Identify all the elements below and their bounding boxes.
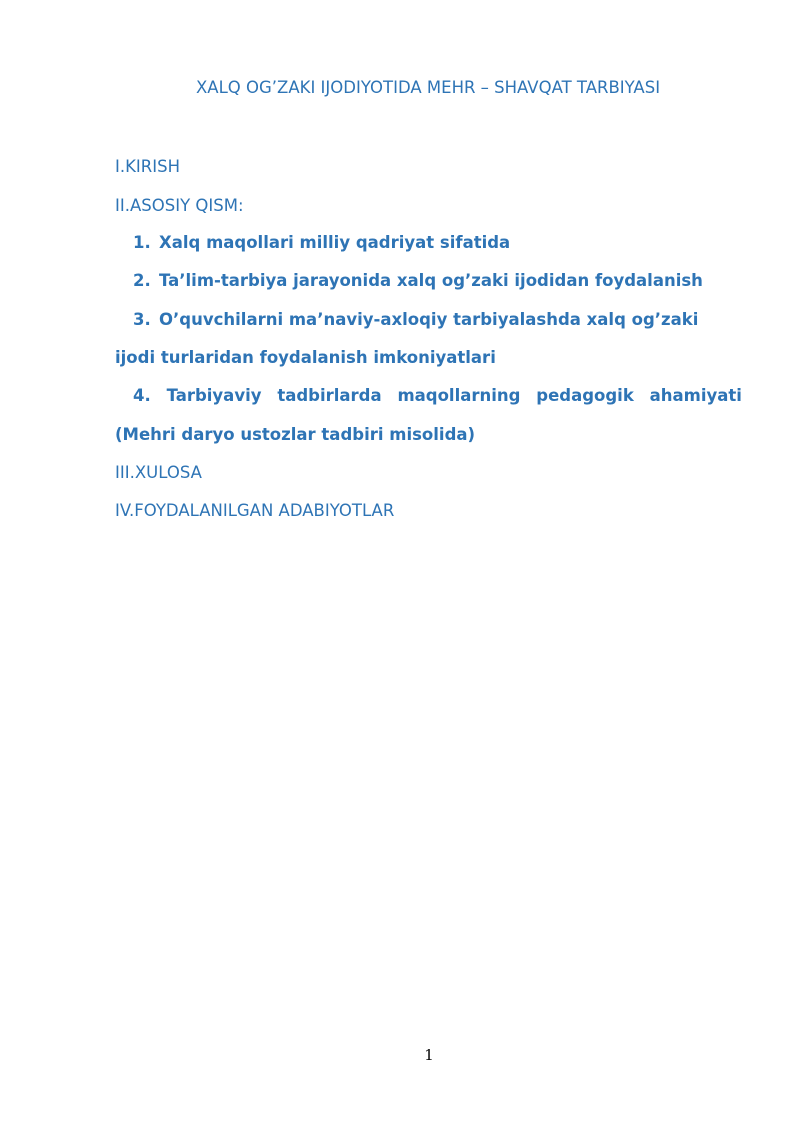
list-item-word: ahamiyati <box>649 386 742 405</box>
section-main: II.ASOSIY QISM: <box>115 196 244 215</box>
list-item-text: Xalq maqollari milliy qadriyat sifatida <box>159 233 511 252</box>
list-item-number: 1. <box>133 233 151 252</box>
section-references: IV.FOYDALANILGAN ADABIYOTLAR <box>115 501 395 520</box>
list-item-4 <box>133 386 742 405</box>
list-item-word: Tarbiyaviy <box>166 386 262 405</box>
list-item-3 <box>133 310 698 329</box>
list-item-number: 2. <box>133 271 151 290</box>
list-item-2 <box>133 271 703 290</box>
list-item-4-continuation: (Mehri daryo ustozlar tadbiri misolida) <box>115 425 476 444</box>
list-item-text: Ta’lim-tarbiya jarayonida xalq og’zaki ijodidan foydalanish <box>159 271 703 290</box>
page-number: 1 <box>424 1046 434 1064</box>
list-item-word: maqollarning <box>397 386 521 405</box>
list-item-word: pedagogik <box>536 386 634 405</box>
list-item-3-continuation: ijodi turlaridan foydalanish imkoniyatlari <box>115 348 496 367</box>
list-item-text: O’quvchilarni ma’naviy-axloqiy tarbiyalashda xalq og’zaki <box>159 310 699 329</box>
list-item-number: 4. <box>133 386 151 405</box>
section-conclusion: III.XULOSA <box>115 463 202 482</box>
list-item-1 <box>133 233 510 252</box>
document-title: XALQ OG’ZAKI IJODIYOTIDA MEHR – SHAVQAT TARBIYASI <box>196 78 661 97</box>
section-intro: I.KIRISH <box>115 157 181 176</box>
list-item-word: tadbirlarda <box>277 386 382 405</box>
list-item-number: 3. <box>133 310 151 329</box>
